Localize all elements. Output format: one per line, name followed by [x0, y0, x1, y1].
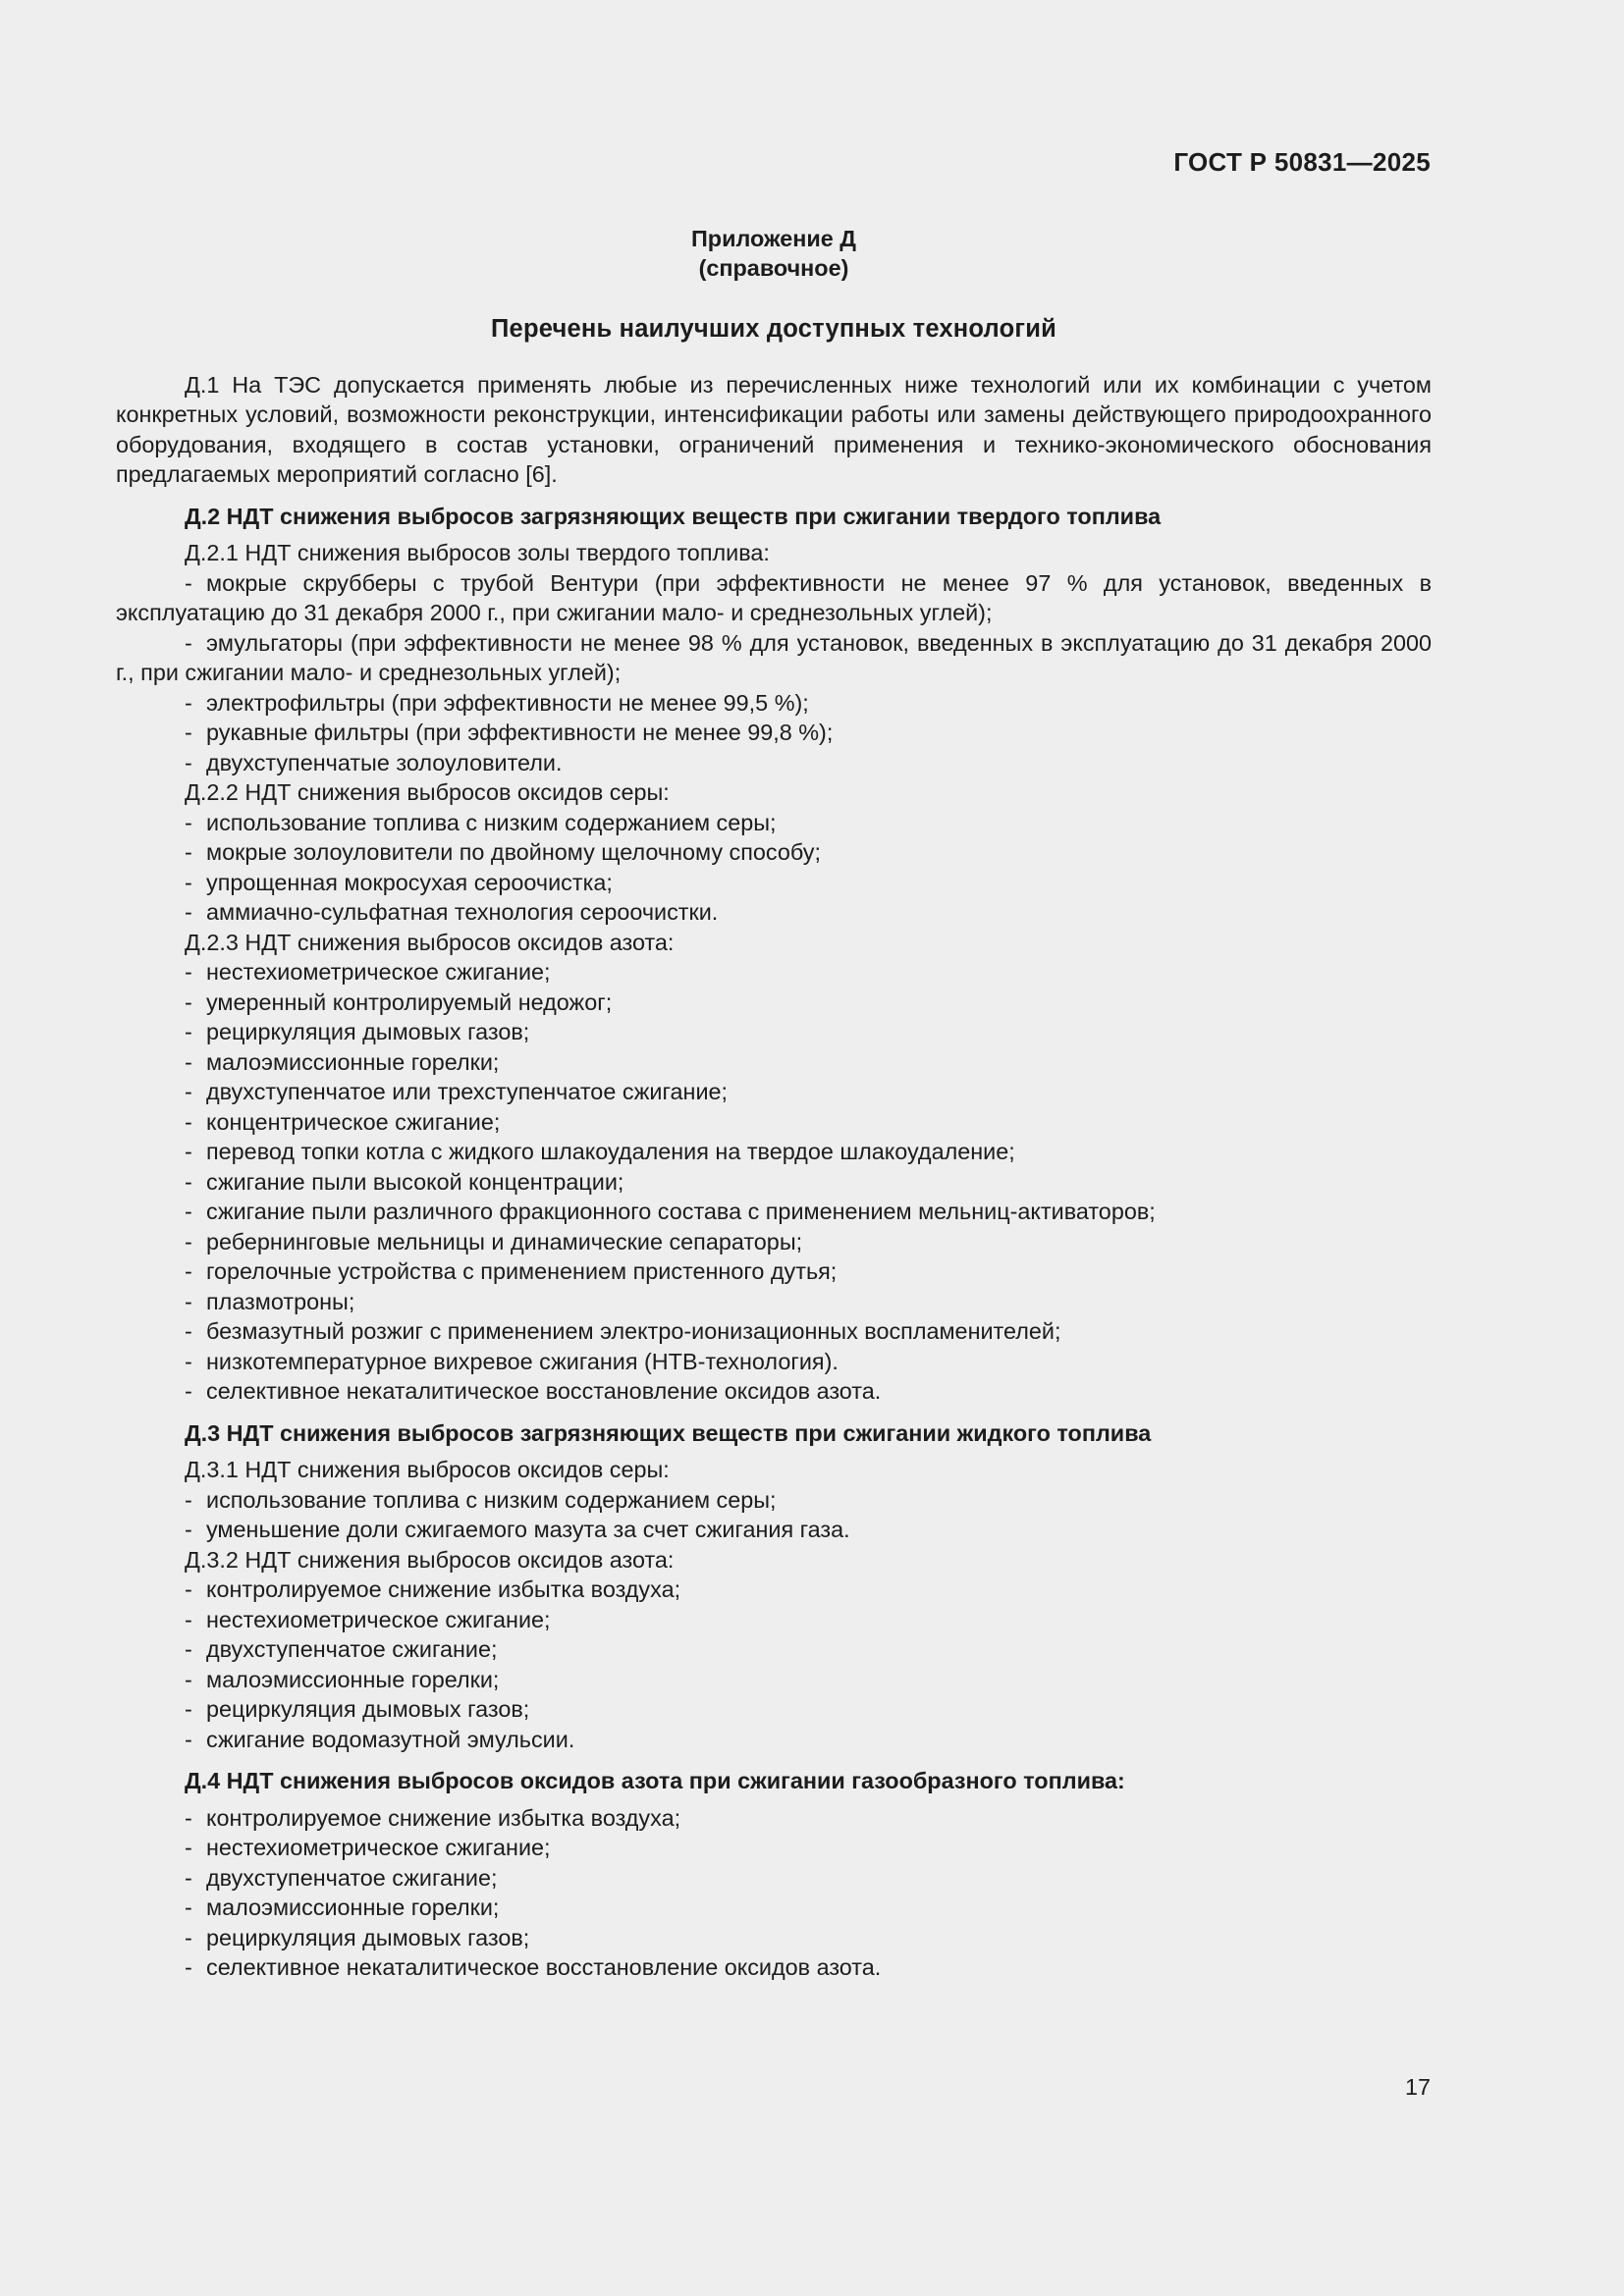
list-item	[116, 1605, 1432, 1635]
list-item	[116, 1376, 1432, 1407]
list-dash: -	[185, 988, 192, 1015]
list-d32	[116, 1575, 1432, 1754]
list-dash: -	[185, 1378, 192, 1404]
list-dash: -	[185, 1139, 192, 1164]
list-item-text: малоэмиссионные горелки;	[206, 1895, 500, 1920]
list-dash: -	[185, 1318, 192, 1344]
list-item	[116, 1227, 1432, 1257]
list-item	[116, 1077, 1432, 1107]
list-dash: -	[185, 839, 192, 865]
page-content	[116, 224, 1432, 1983]
list-item-text: рукавные фильтры (при эффективности не менее 99,8 %);	[206, 720, 834, 745]
list-dash: -	[185, 1895, 192, 1920]
list-item-text: малоэмиссионные горелки;	[206, 1048, 500, 1075]
list-item-text: использование топлива с низким содержанием серы;	[206, 1486, 777, 1513]
list-item	[116, 1167, 1432, 1198]
list-dash: -	[185, 1258, 192, 1284]
list-item	[116, 1863, 1432, 1894]
list-dash: -	[185, 1696, 192, 1722]
list-item	[116, 1047, 1432, 1078]
list-item	[116, 897, 1432, 928]
list-item-text: нестехиометрическое сжигание;	[206, 959, 551, 985]
list-item	[116, 1287, 1432, 1317]
list-item-text: рециркуляция дымовых газов;	[206, 1924, 530, 1950]
subsection-heading-d21: Д.2.1 НДТ снижения выбросов золы твердого топлива:	[185, 540, 770, 565]
list-dash: -	[185, 959, 192, 985]
intro-paragraph: Д.1 На ТЭС допускается применять любые из перечисленных ниже технологий или их комбинации с учетом конкретных условий, возможности реконструкции, интенсификации работы или замены действующего природоохранного оборудования, входящего в состав установки, ограничений применения и технико-экономического обоснования предлагаемых мероприятий согласно [6].	[116, 371, 1432, 487]
list-item	[116, 1923, 1432, 1953]
list-item-text: аммиачно-сульфатная технология сероочистки.	[206, 899, 719, 925]
appendix-title: Приложение Д	[691, 226, 856, 251]
list-d23	[116, 957, 1432, 1407]
list-item	[116, 1197, 1432, 1227]
list-item-text: селективное некаталитическое восстановление оксидов азота.	[206, 1954, 882, 1980]
list-item	[116, 628, 1432, 688]
list-dash: -	[185, 899, 192, 925]
list-item-text: умеренный контролируемый недожог;	[206, 988, 613, 1015]
list-item	[116, 1107, 1432, 1138]
list-dash: -	[185, 1726, 192, 1752]
list-item-text: рециркуляция дымовых газов;	[206, 1696, 530, 1722]
list-dash: -	[185, 809, 192, 835]
list-dash: -	[185, 1636, 192, 1662]
list-dash: -	[185, 1864, 192, 1891]
list-item	[116, 868, 1432, 898]
list-item-text: рециркуляция дымовых газов;	[206, 1019, 530, 1044]
list-dash: -	[185, 1804, 192, 1831]
page-number: 17	[1404, 2074, 1431, 2100]
list-item-text: малоэмиссионные горелки;	[206, 1666, 500, 1692]
section-heading-d4: Д.4 НДТ снижения выбросов оксидов азота при сжигании газообразного топлива:	[185, 1768, 1125, 1793]
list-dash: -	[185, 1576, 192, 1602]
list-item-text: двухступенчатое сжигание;	[206, 1864, 498, 1891]
list-item-text: электрофильтры (при эффективности не менее 99,5 %);	[206, 689, 809, 716]
section-heading-d3: Д.3 НДТ снижения выбросов загрязняющих веществ при сжигании жидкого топлива	[185, 1419, 1152, 1446]
list-dash: -	[185, 869, 192, 895]
section-heading-d2: Д.2 НДТ снижения выбросов загрязняющих веществ при сжигании твердого топлива	[185, 503, 1162, 529]
list-item-text: сжигание пыли высокой концентрации;	[206, 1168, 624, 1195]
list-item-text: безмазутный розжиг с применением электро-ионизационных воспламенителей;	[206, 1318, 1061, 1344]
subsection-heading-d23: Д.2.3 НДТ снижения выбросов оксидов азота:	[185, 929, 675, 955]
list-d31	[116, 1485, 1432, 1545]
list-item-text: упрощенная мокросухая сероочистка;	[206, 869, 613, 895]
list-item	[116, 808, 1432, 838]
list-item	[116, 1694, 1432, 1725]
subsection-heading-d32: Д.3.2 НДТ снижения выбросов оксидов азота:	[185, 1546, 675, 1573]
list-dash: -	[185, 1168, 192, 1195]
list-item-text: сжигание пыли различного фракционного состава с применением мельниц-активаторов;	[206, 1199, 1156, 1224]
list-item-text: двухступенчатое сжигание;	[206, 1636, 498, 1662]
list-item-text: нестехиометрическое сжигание;	[206, 1606, 551, 1632]
list-d21	[116, 568, 1432, 778]
list-item	[116, 957, 1432, 988]
list-item-text: нестехиометрическое сжигание;	[206, 1835, 551, 1860]
list-dash: -	[185, 629, 192, 656]
list-item-text: контролируемое снижение избытка воздуха;	[206, 1804, 681, 1831]
subsection-heading-d22: Д.2.2 НДТ снижения выбросов оксидов серы:	[185, 779, 670, 805]
list-item-text: сжигание водомазутной эмульсии.	[206, 1726, 575, 1752]
list-dash: -	[185, 1924, 192, 1950]
list-item	[116, 1725, 1432, 1755]
list-dash: -	[185, 569, 192, 596]
list-item	[116, 1952, 1432, 1983]
list-item-text: плазмотроны;	[206, 1288, 355, 1314]
list-d4	[116, 1803, 1432, 1983]
list-dash: -	[185, 1228, 192, 1255]
list-item	[116, 1575, 1432, 1605]
list-item-text: уменьшение доли сжигаемого мазута за счет сжигания газа.	[206, 1517, 850, 1542]
list-dash: -	[185, 1199, 192, 1224]
list-item	[116, 1137, 1432, 1167]
list-item	[116, 568, 1432, 628]
appendix-subtitle: (справочное)	[698, 255, 849, 281]
list-dash: -	[185, 720, 192, 745]
list-item-text: двухступенчатые золоуловители.	[206, 749, 563, 775]
list-dash: -	[185, 689, 192, 716]
list-item	[116, 748, 1432, 778]
list-dash: -	[185, 1666, 192, 1692]
list-dash: -	[185, 1019, 192, 1044]
list-item-text: эмульгаторы (при эффективности не менее 98 % для установок, введенных в эксплуатацию до 31 декабря 2000 г., при сжигании мало- и среднезольных углей);	[116, 629, 1432, 685]
list-dash: -	[185, 1079, 192, 1104]
list-item-text: использование топлива с низким содержанием серы;	[206, 809, 777, 835]
list-item-text: двухступенчатое или трехступенчатое сжигание;	[206, 1079, 729, 1104]
list-item-text: низкотемпературное вихревое сжигания (НТВ-технология).	[206, 1348, 839, 1374]
list-dash: -	[185, 1048, 192, 1075]
list-item	[116, 718, 1432, 748]
list-item	[116, 1347, 1432, 1377]
list-item-text: мокрые скрубберы с трубой Вентури (при эффективности не менее 97 % для установок, введенных в эксплуатацию до 31 декабря 2000 г., при сжигании мало- и среднезольных углей);	[116, 569, 1432, 625]
list-item-text: селективное некаталитическое восстановление оксидов азота.	[206, 1378, 882, 1404]
list-dash: -	[185, 1606, 192, 1632]
list-item	[116, 1803, 1432, 1834]
list-item	[116, 1665, 1432, 1695]
list-item-text: мокрые золоуловители по двойному щелочному способу;	[206, 839, 821, 865]
document-title: Перечень наилучших доступных технологий	[491, 315, 1056, 343]
list-item	[116, 1485, 1432, 1516]
list-dash: -	[185, 1954, 192, 1980]
list-item-text: горелочные устройства с применением пристенного дутья;	[206, 1258, 838, 1284]
list-item	[116, 1634, 1432, 1665]
list-item	[116, 1256, 1432, 1287]
list-dash: -	[185, 1486, 192, 1513]
list-item-text: перевод топки котла с жидкого шлакоудаления на твердое шлакоудаление;	[206, 1139, 1015, 1164]
list-item	[116, 1893, 1432, 1923]
list-item	[116, 1515, 1432, 1545]
standard-number: ГОСТ Р 50831—2025	[1173, 147, 1431, 177]
list-dash: -	[185, 749, 192, 775]
list-d22	[116, 808, 1432, 928]
list-item	[116, 837, 1432, 868]
list-item	[116, 988, 1432, 1018]
list-dash: -	[185, 1517, 192, 1542]
list-item	[116, 1316, 1432, 1347]
list-item-text: ребернинговые мельницы и динамические сепараторы;	[206, 1228, 803, 1255]
list-item	[116, 688, 1432, 719]
list-dash: -	[185, 1348, 192, 1374]
list-item-text: контролируемое снижение избытка воздуха;	[206, 1576, 681, 1602]
list-item	[116, 1833, 1432, 1863]
list-item	[116, 1017, 1432, 1047]
subsection-heading-d31: Д.3.1 НДТ снижения выбросов оксидов серы:	[185, 1457, 670, 1482]
list-dash: -	[185, 1835, 192, 1860]
list-item-text: концентрическое сжигание;	[206, 1108, 501, 1135]
list-dash: -	[185, 1288, 192, 1314]
list-dash: -	[185, 1108, 192, 1135]
